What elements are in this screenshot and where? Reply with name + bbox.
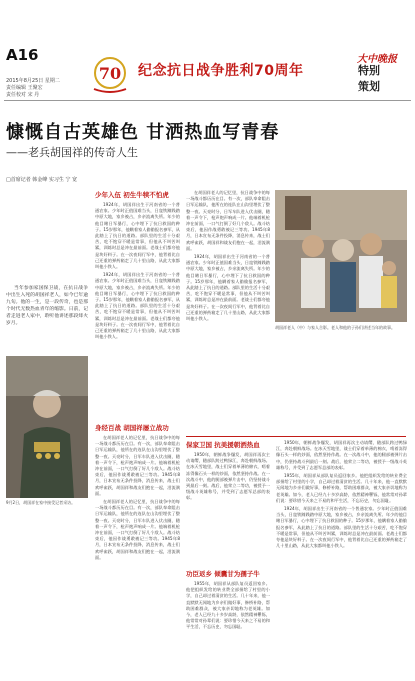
section-body — [186, 452, 270, 564]
headline: 慷慨自古英雄色 甘洒热血写青春 — [6, 122, 280, 143]
veteran-photo-caption: 9月2日，胡国祥在家中接受记者采访。 — [6, 500, 76, 505]
section-heading: 少年入伍 初生牛犊不怕虎 — [95, 191, 169, 199]
page-number: A16 — [6, 46, 39, 64]
paragraph: 在胡国祥老人的记忆里，抗日战争中的每一场战斗都历历在目。有一次，部队奉命阻击日军运输队，他所在的连队在山沟里埋伏了整整一夜。天亮时分，日军车队进入伏击圈，随着一声令下，枪声炮声响成一片。他端着机枪冲在前面，一口气打倒了好几个敌人。战斗结束后，他因作战勇敢被记三等功。1945年8月，日本宣布无条件投降，消息传来，战士们欢呼雀跃，胡国祥和战友们抱在一起，泪流满面。 — [95, 435, 180, 496]
header-rule — [4, 100, 411, 101]
paragraph: 在胡国祥老人的记忆里，抗日战争中的每一场战斗都历历在目。有一次，部队奉命阻击日军运输队，他所在的连队在山沟里埋伏了整整一夜。天亮时分，日军车队进入伏击圈，随着一声令下，枪声炮声响成一片。他端着机枪冲在前面，一口气打倒了好几个敌人。战斗结束后，他因作战勇敢被记三等功。1945年8月，日本宣布无条件投降，消息传来，战士们欢呼雀跃，胡国祥和战友们抱在一起，泪流满面。 — [95, 499, 180, 560]
family-photo — [275, 190, 407, 322]
meta-editor: 责任编辑 王聚宏 — [6, 85, 43, 91]
intro-paragraph: 当年参加家国保卫战，在抗日战争中出生入死的胡国祥老人，如今已年逾九旬。他的一生，是一段传奇，也是那个时代无数热血青年的缩影。日前，记者走进老人家中，聆听他讲述那段烽火岁月。 — [6, 286, 88, 326]
paragraph: 1955年，胡国祥从部队复员返回家乡。他把组织发给的转业费全部捐给了村里的小学，自己却过着清贫的生活。几十年来，他一直默默无闻地为乡亲们做好事，修桥补路，帮助困难群众，被大家亲切地称为老英雄。如今，老人已经九十多岁高龄，依然精神矍铄，他常常对孙辈们说：要珍惜今天来之不易的和平生活，不忘历史，勿忘国耻。 — [276, 473, 407, 503]
veteran-photo — [6, 356, 88, 498]
article-column-2 — [186, 190, 270, 430]
section-heading: 功臣返乡 倾囊甘为孺子牛 — [186, 570, 260, 578]
newspaper-brand: 大中晚报 — [357, 54, 397, 65]
paragraph: 1924年，胡国祥出生于河南省的一个普通农家。少年时正值国难当头，日寇铁蹄践踏中原大地，家乡被占，乡亲流离失所。年少的他目睹日军暴行，心中埋下了抗日救国的种子。15岁那年，他瞒着家人偷偷报名参军，从此踏上了抗日的道路。部队里的生活十分艰苦，吃不饱穿不暖是常事，但他从不叫苦叫累，训练时总是冲在最前面。老战士们都夸他是块好料子。在一次夜间行军中，他背着比自己还重的弹药箱走了几十里山路，从此大家都叫他小铁人。 — [95, 202, 180, 270]
paragraph: 1924年，胡国祥出生于河南省的一个普通农家。少年时正值国难当头，日寇铁蹄践踏中原大地，家乡被占，乡亲流离失所。年少的他目睹日军暴行，心中埋下了抗日救国的种子。15岁那年，他瞒着家人偷偷报名参军，从此踏上了抗日的道路。部队里的生活十分艰苦，吃不饱穿不暖是常事，但他从不叫苦叫累，训练时总是冲在最前面。老战士们都夸他是块好料子。在一次夜间行军中，他背着比自己还重的弹药箱走了几十里山路，从此大家都叫他小铁人。 — [276, 506, 407, 549]
article-column-4 — [276, 440, 407, 670]
section-body — [186, 190, 270, 430]
section-heading: 保家卫国 抗美援朝洒热血 — [186, 441, 260, 449]
special-section-label: 特别策划 — [358, 64, 380, 93]
page-meta — [6, 78, 66, 99]
subheadline: ——老兵胡国祥的传奇人生 — [6, 146, 138, 159]
section-body — [95, 202, 180, 417]
family-photo-caption: 胡国祥老人（中）与家人合影。老人和他的子孙们讲述当年的故事。 — [275, 325, 395, 330]
meta-proofreader: 责任校对 宋 丹 — [6, 92, 40, 98]
section-body — [95, 435, 180, 663]
paragraph: 1924年，胡国祥出生于河南省的一个普通农家。少年时正值国难当头，日寇铁蹄践踏中原大地，家乡被占，乡亲流离失所。年少的他目睹日军暴行，心中埋下了抗日救国的种子。15岁那年，他瞒着家人偷偷报名参军，从此踏上了抗日的道路。部队里的生活十分艰苦，吃不饱穿不暖是常事，但他从不叫苦叫累，训练时总是冲在最前面。老战士们都夸他是块好料子。在一次夜间行军中，他背着比自己还重的弹药箱走了几十里山路，从此大家都叫他小铁人。 — [95, 272, 180, 340]
logo-number: 70 — [98, 64, 122, 83]
paragraph: 1950年，朝鲜战争爆发，胡国祥再次主动请缨，随部队跨过鸭绿江，奔赴朝鲜战场。在冰天雪地里，战士们穿着单薄的棉衣，啃着冻得像石头一样的炒面，依然坚持作战。在一次战斗中，他的腿部被弹片击中，仍坚持战斗到最后一刻。战后，他荣立二等功，被授予一级战斗英雄称号，并受到了志愿军总部的表彰。 — [276, 440, 407, 470]
paragraph: 1955年，胡国祥从部队复员返回家乡。他把组织发给的转业费全部捐给了村里的小学，自己却过着清贫的生活。几十年来，他一直默默无闻地为乡亲们做好事，修桥补路，帮助困难群众，被大家亲切地称为老英雄。如今，老人已经九十多岁高龄，依然精神矍铄，他常常对孙辈们说：要珍惜今天来之不易的和平生活，不忘历史，勿忘国耻。 — [186, 581, 270, 630]
article-column-3 — [186, 440, 270, 670]
section-body — [276, 440, 407, 670]
meta-date: 2015年8月25日 星期二 — [6, 78, 60, 84]
paragraph: 在胡国祥老人的记忆里，抗日战争中的每一场战斗都历历在目。有一次，部队奉命阻击日军运输队，他所在的连队在山沟里埋伏了整整一夜。天亮时分，日军车队进入伏击圈，随着一声令下，枪声炮声响成一片。他端着机枪冲在前面，一口气打倒了好几个敌人。战斗结束后，他因作战勇敢被记三等功。1945年8月，日本宣布无条件投降，消息传来，战士们欢呼雀跃，胡国祥和战友们抱在一起，泪流满面。 — [186, 190, 270, 251]
byline: □首席记者 韩金峰 实习生 宁 宽 — [6, 177, 78, 183]
anniversary-logo — [86, 55, 134, 95]
paragraph: 1950年，朝鲜战争爆发，胡国祥再次主动请缨，随部队跨过鸭绿江，奔赴朝鲜战场。在冰天雪地里，战士们穿着单薄的棉衣，啃着冻得像石头一样的炒面，依然坚持作战。在一次战斗中，他的腿部被弹片击中，仍坚持战斗到最后一刻。战后，他荣立二等功，被授予一级战斗英雄称号，并受到了志愿军总部的表彰。 — [186, 452, 270, 501]
article-column-1 — [95, 190, 180, 660]
section-heading: 身经百战 胡国祥屡立战功 — [95, 424, 169, 432]
section-divider — [186, 436, 406, 437]
banner-title: 纪念抗日战争胜利70周年 — [138, 63, 304, 79]
paragraph: 1924年，胡国祥出生于河南省的一个普通农家。少年时正值国难当头，日寇铁蹄践踏中原大地，家乡被占，乡亲流离失所。年少的他目睹日军暴行，心中埋下了抗日救国的种子。15岁那年，他瞒着家人偷偷报名参军，从此踏上了抗日的道路。部队里的生活十分艰苦，吃不饱穿不暖是常事，但他从不叫苦叫累，训练时总是冲在最前面。老战士们都夸他是块好料子。在一次夜间行军中，他背着比自己还重的弹药箱走了几十里山路，从此大家都叫他小铁人。 — [186, 254, 270, 322]
section-body — [186, 581, 270, 681]
intro-text — [6, 285, 88, 349]
